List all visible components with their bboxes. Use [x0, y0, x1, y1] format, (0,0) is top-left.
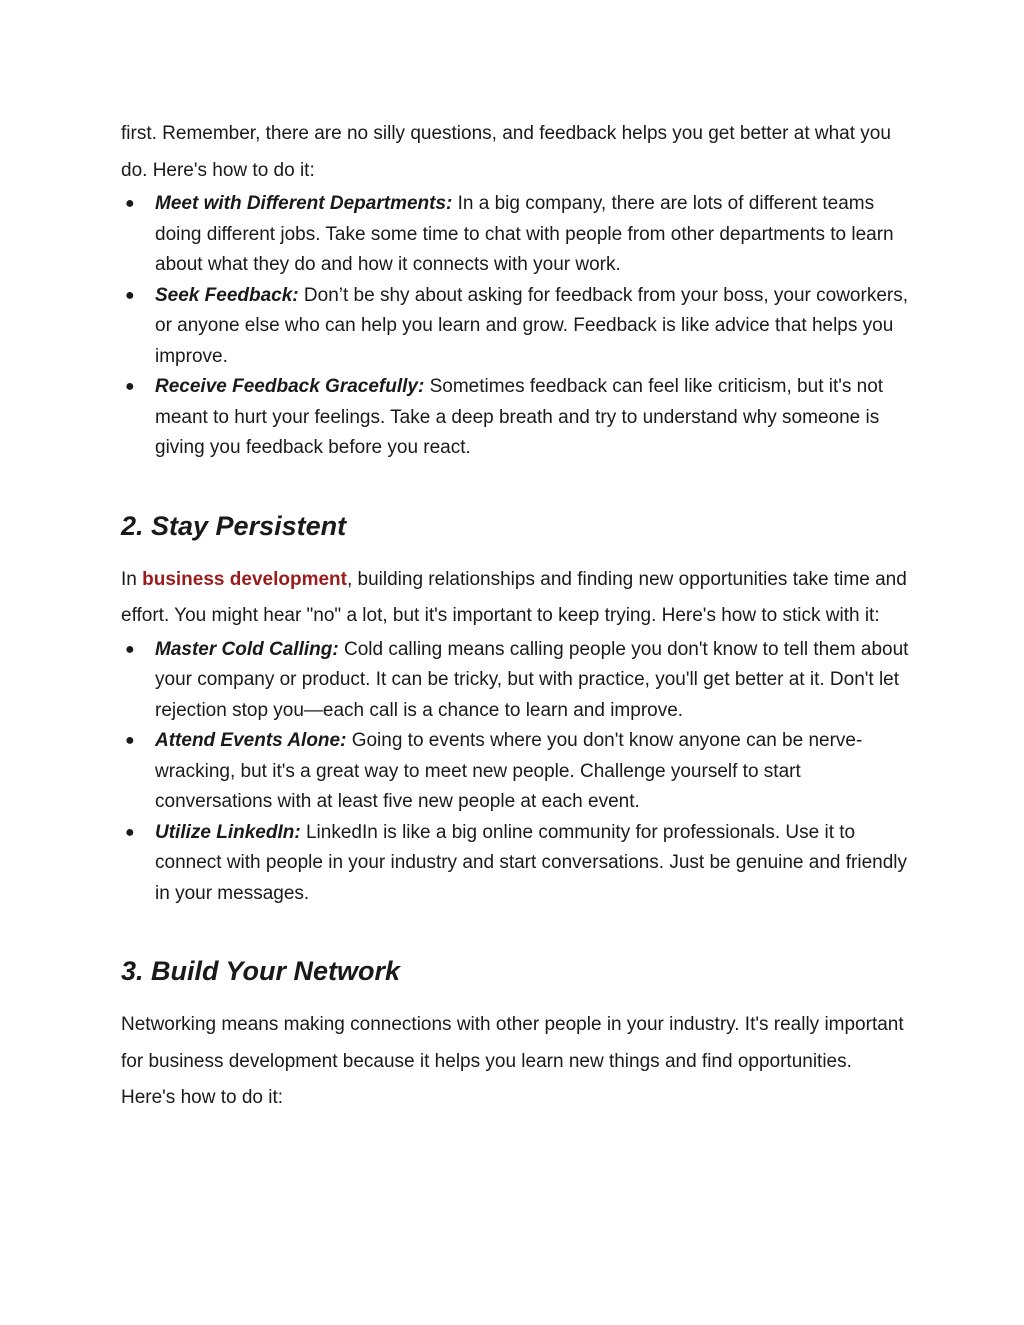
- list-item-term: Utilize LinkedIn:: [155, 821, 301, 843]
- list-item: [121, 372, 911, 464]
- bullet-icon: ●: [125, 195, 135, 212]
- list-item-text: LinkedIn is like a big online community for professionals. Use it to connect with people in your industry and start conversations. Just be genuine and friendly in your messages.: [155, 821, 908, 904]
- business-development-link[interactable]: business development: [142, 568, 347, 590]
- list-item: [121, 635, 911, 727]
- list-item-term: Seek Feedback:: [155, 284, 299, 306]
- list-item: [121, 726, 911, 818]
- feedback-list: [121, 189, 911, 464]
- paragraph-suffix: , building relationships and finding new opportunities take time and effort. You might hear "no" a lot, but it's important to keep trying. Here's how to stick with it:: [121, 568, 907, 626]
- intro-paragraph: first. Remember, there are no silly questions, and feedback helps you get better at what you do. Here's how to do it:: [121, 123, 891, 181]
- list-item-text: Don’t be shy about asking for feedback from your boss, your coworkers, or anyone else who can help you learn and grow. Feedback is like advice that helps you improve.: [155, 284, 908, 367]
- list-item-text: Going to events where you don't know anyone can be nerve-wracking, but it's a great way to meet new people. Challenge yourself to start conversations with at least five new people at each event.: [155, 730, 863, 812]
- list-item-text: Cold calling means calling people you don't know to tell them about your company or product. It can be tricky, but with practice, you'll get better at it. Don't let rejection stop you—each call is a chance to learn and improve.: [155, 638, 909, 721]
- list-item-term: Master Cold Calling:: [155, 638, 339, 660]
- bullet-icon: ●: [125, 286, 135, 304]
- list-item-text: In a big company, there are lots of different teams doing different jobs. Take some time to chat with people from other departments to learn about what they do and how it connects with your work.: [155, 193, 894, 275]
- build-network-paragraph: Networking means making connections with other people in your industry. It's really important for business development because it helps you learn new things and find opportunities. Here's how to do it:: [121, 1014, 904, 1108]
- list-item-text: Sometimes feedback can feel like criticism, but it's not meant to hurt your feelings. Take a deep breath and try to understand why someone is giving you feedback before you react.: [155, 376, 884, 458]
- stay-persistent-paragraph: [121, 562, 911, 635]
- list-item: [121, 281, 911, 373]
- paragraph-prefix: In: [121, 568, 143, 590]
- list-item: [121, 189, 911, 281]
- section-heading-build-network: 3. Build Your Network: [121, 956, 401, 986]
- bullet-icon: ●: [125, 378, 135, 395]
- list-item: [121, 818, 911, 910]
- list-item-term: Receive Feedback Gracefully:: [155, 376, 425, 397]
- section-heading-stay-persistent: 2. Stay Persistent: [121, 510, 347, 541]
- list-item-term: Meet with Different Departments:: [155, 193, 453, 214]
- document-page: [121, 116, 911, 1117]
- bullet-icon: ●: [125, 732, 135, 749]
- persistence-list: [121, 635, 911, 910]
- bullet-icon: ●: [125, 823, 135, 841]
- list-item-term: Attend Events Alone:: [155, 730, 347, 751]
- bullet-icon: ●: [125, 640, 135, 658]
